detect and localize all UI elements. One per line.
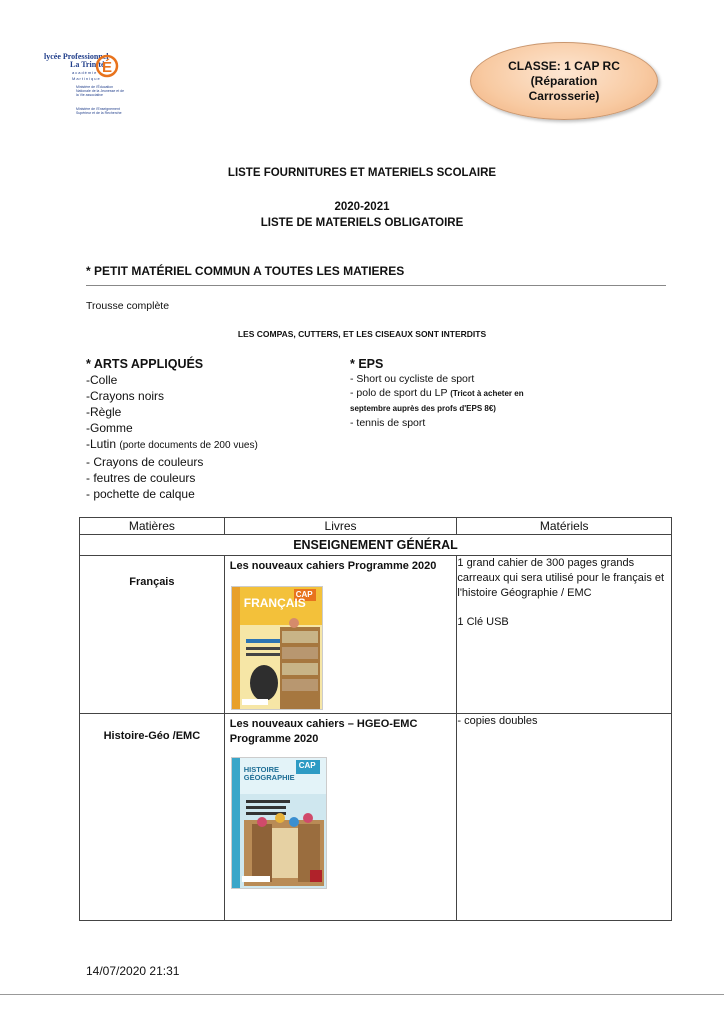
forbidden-warning: LES COMPAS, CUTTERS, ET LES CISEAUX SONT INTERDITS	[237, 329, 487, 339]
school-year: 2020-2021	[334, 201, 390, 213]
book-cover-image	[231, 757, 327, 889]
materiel-item: - copies doubles	[457, 715, 538, 727]
arts-item: -Gomme	[86, 421, 133, 435]
header-materiels: Matériels	[457, 518, 672, 535]
polo-note: (Tricot à acheter en septembre auprès des profs d'EPS 8€)	[350, 389, 524, 413]
eps-item: - tennis de sport	[350, 417, 426, 429]
table-row	[80, 714, 672, 921]
logo-line3: académie	[72, 70, 98, 75]
class-line1: CLASSE: 1 CAP RC	[508, 58, 620, 73]
document-subtitle: LISTE DE MATERIELS OBLIGATOIRE	[260, 217, 464, 229]
eps-heading: * EPS	[350, 357, 384, 371]
materiel-cell	[457, 714, 672, 921]
cover-title: FRANÇAIS	[243, 596, 306, 610]
logo-e-icon	[94, 52, 120, 78]
section-enseignement-general: ENSEIGNEMENT GÉNÉRAL	[80, 535, 672, 556]
logo-line1: lycée Professionnel	[44, 52, 109, 61]
polo-label: - polo de sport du LP	[350, 387, 448, 399]
arts-item: - pochette de calque	[86, 487, 195, 501]
cover-badge: CAP	[295, 590, 313, 599]
class-badge	[470, 42, 658, 120]
logo-ministry1: Ministère de l'Éducation Nationale de la Jeunesse et de la Vie associative	[76, 85, 125, 97]
matiere-cell: Français	[80, 556, 225, 714]
arts-item: - feutres de couleurs	[86, 471, 196, 485]
subjects-table	[79, 517, 672, 921]
eps-section	[350, 356, 550, 430]
matiere-cell: Histoire-Géo /EMC	[80, 714, 225, 921]
eps-item: - Short ou cycliste de sport	[350, 373, 475, 385]
livre-cell	[224, 556, 457, 714]
arts-item-lutin	[86, 436, 258, 454]
table-section-row	[80, 535, 672, 556]
lutin-label: -Lutin	[86, 437, 117, 451]
arts-item: -Règle	[86, 405, 122, 419]
header-livres: Livres	[224, 518, 457, 535]
class-line3: Carrosserie)	[528, 88, 600, 103]
section-divider	[86, 285, 666, 286]
livre-title: Les nouveaux cahiers – HGEO-EMC Programme 2020	[229, 718, 418, 745]
logo-line2: La Trinité	[70, 60, 105, 69]
materiel-item: 1 grand cahier de 300 pages grands carreaux qui sera utilisé pour le français et l'histoire Géographie / EMC	[457, 557, 665, 599]
logo-line4: Martinique	[72, 76, 101, 81]
arts-section	[86, 356, 258, 502]
footer-timestamp: 14/07/2020 21:31	[86, 964, 180, 978]
common-materials-heading: * PETIT MATÉRIEL COMMUN A TOUTES LES MATIERES	[86, 264, 405, 278]
document-title: LISTE FOURNITURES ET MATERIELS SCOLAIRE	[227, 167, 497, 179]
arts-item: -Crayons noirs	[86, 389, 165, 403]
table-header-row	[80, 518, 672, 535]
cover-title: HISTOIRE GÉOGRAPHIE	[243, 765, 295, 782]
livre-title: Les nouveaux cahiers Programme 2020	[229, 560, 437, 572]
book-cover-image	[231, 586, 323, 710]
class-line2: (Réparation	[530, 73, 598, 88]
arts-item: -Colle	[86, 373, 118, 387]
footer-divider	[0, 994, 724, 995]
svg-text:É: É	[102, 59, 113, 76]
eps-item-polo	[350, 386, 550, 416]
arts-heading: * ARTS APPLIQUÉS	[86, 357, 204, 371]
logo-ministry2: Ministère de l'Enseignement Supérieur et de la Recherche	[76, 107, 122, 115]
livre-cell	[224, 714, 457, 921]
arts-item: - Crayons de couleurs	[86, 455, 204, 469]
trousse-item: Trousse complète	[86, 300, 170, 312]
cover-badge: CAP	[298, 761, 316, 770]
materiel-cell	[457, 556, 672, 714]
school-logo	[42, 52, 132, 132]
lutin-note: (porte documents de 200 vues)	[119, 440, 258, 451]
header-matieres: Matières	[80, 518, 225, 535]
table-row	[80, 556, 672, 714]
materiel-item: 1 Clé USB	[457, 616, 509, 628]
